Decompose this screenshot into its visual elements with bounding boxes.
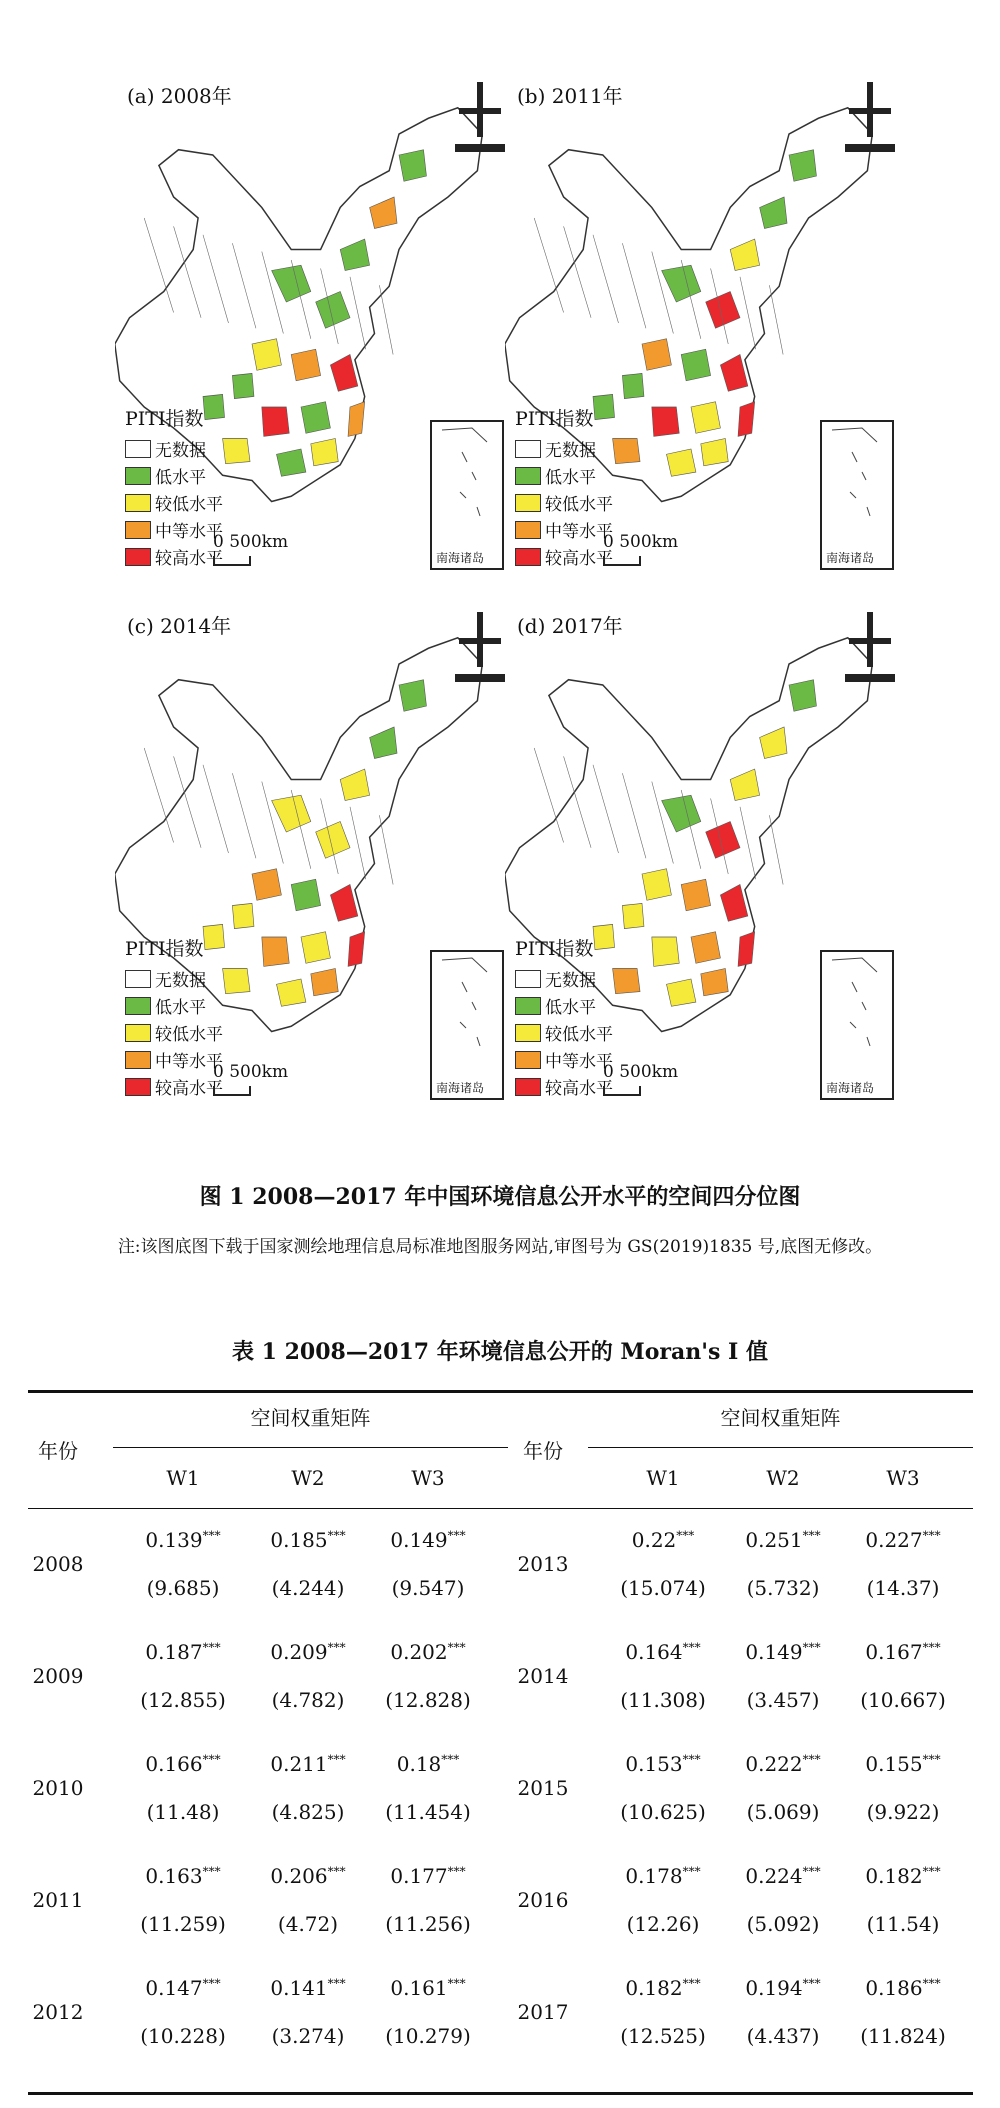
legend-swatch (515, 1078, 541, 1096)
south-china-sea-inset (820, 420, 894, 570)
column-header: W2 (291, 1466, 325, 1490)
z-statistic: (5.732) (746, 1576, 820, 1600)
legend-item (515, 462, 613, 489)
value-text: 0.153 (625, 1752, 683, 1776)
z-statistic: (15.074) (620, 1576, 706, 1600)
morans-i-value (613, 1640, 713, 1664)
value-text: 0.177 (390, 1864, 448, 1888)
significance-stars: *** (327, 1752, 346, 1767)
legend-label: 低水平 (155, 468, 206, 488)
city-region (301, 932, 330, 964)
header-group-rule-right (588, 1447, 973, 1448)
legend-label: 无数据 (155, 441, 206, 461)
value-text: 0.206 (270, 1864, 328, 1888)
table-caption: 表 1 2008—2017 年环境信息公开的 Moran's I 值 (231, 1339, 768, 1365)
city-region (291, 879, 320, 911)
z-statistic: (11.824) (860, 2024, 946, 2048)
city-region (223, 438, 250, 463)
city-region (232, 903, 254, 928)
legend-swatch (515, 1051, 541, 1069)
legend-swatch (125, 997, 151, 1015)
city-region (301, 402, 330, 433)
morans-i-value (133, 1976, 233, 2000)
scale-label: 0 500km (213, 1062, 289, 1082)
morans-i-value (133, 1864, 233, 1888)
morans-i-value (378, 1976, 478, 2000)
legend-item (515, 516, 613, 543)
panel-caption: (c) 2014年 (127, 614, 232, 638)
legend-label: 低水平 (545, 468, 596, 488)
city-region (311, 438, 338, 465)
year-label: 2016 (517, 1888, 569, 1912)
city-region (642, 339, 671, 371)
significance-stars: *** (802, 1752, 821, 1767)
morans-i-value (133, 1528, 233, 1552)
figure-note: 注:该图底图下载于国家测绘地理信息局标准地图服务网站,审图号为 GS(2019)1835 号,底图无修改。 (117, 1237, 883, 1257)
north-arrow-icon (455, 612, 505, 702)
morans-i-value (733, 1752, 833, 1776)
value-text: 0.209 (270, 1640, 328, 1664)
city-region (667, 449, 696, 476)
city-region (701, 438, 728, 465)
scale-label: 0 500km (603, 532, 679, 552)
significance-stars: *** (327, 1976, 346, 1991)
z-statistic: (4.825) (271, 1800, 345, 1824)
map-legend (125, 404, 223, 570)
value-text: 0.182 (865, 1864, 923, 1888)
city-region (691, 932, 720, 964)
legend-label: 较低水平 (155, 1025, 223, 1045)
morans-i-value (378, 1752, 478, 1776)
legend-swatch (125, 1051, 151, 1069)
morans-i-value (133, 1752, 233, 1776)
z-statistic: (4.72) (277, 1912, 339, 1936)
legend-label: 较高水平 (155, 549, 223, 569)
scale-bar (603, 532, 678, 566)
legend-swatch (125, 1078, 151, 1096)
legend-swatch (515, 467, 541, 485)
scale-line (213, 1086, 251, 1096)
legend-swatch (125, 440, 151, 458)
south-china-sea-inset (430, 950, 504, 1100)
city-region (681, 349, 710, 381)
value-text: 0.178 (625, 1864, 683, 1888)
z-statistic: (10.625) (620, 1800, 706, 1824)
z-statistic: (10.279) (385, 2024, 471, 2048)
legend-item (515, 1046, 613, 1073)
value-text: 0.227 (865, 1528, 923, 1552)
legend-swatch (515, 521, 541, 539)
value-text: 0.163 (145, 1864, 203, 1888)
z-statistic: (4.437) (746, 2024, 820, 2048)
legend-item (125, 992, 223, 1019)
scale-label: 0 500km (213, 532, 289, 552)
city-region (277, 979, 306, 1006)
city-region (642, 869, 671, 901)
inset-label: 南海诸岛 (826, 1081, 875, 1095)
year-label: 2009 (32, 1664, 84, 1688)
city-region (252, 869, 281, 901)
scale-bar (603, 1062, 678, 1096)
city-region (252, 339, 281, 371)
morans-i-value (258, 1528, 358, 1552)
legend-item (515, 489, 613, 516)
boundary-line (379, 285, 393, 354)
legend-label: 较低水平 (545, 495, 613, 515)
value-text: 0.164 (625, 1640, 683, 1664)
z-statistic: (4.244) (271, 1576, 345, 1600)
significance-stars: *** (447, 1976, 466, 1991)
city-region (681, 879, 710, 911)
city-region (613, 969, 640, 994)
morans-i-value (378, 1864, 478, 1888)
z-statistic: (3.274) (271, 2024, 345, 2048)
significance-stars: *** (327, 1640, 346, 1655)
morans-i-value (853, 1864, 953, 1888)
morans-i-value (133, 1640, 233, 1664)
value-text: 0.185 (270, 1528, 328, 1552)
year-label: 2013 (517, 1552, 569, 1576)
z-statistic: (9.547) (391, 1576, 465, 1600)
south-china-sea-inset (430, 420, 504, 570)
panel-caption: (d) 2017年 (517, 614, 623, 638)
significance-stars: *** (682, 1752, 701, 1767)
z-statistic: (12.828) (385, 1688, 471, 1712)
city-region (262, 407, 289, 436)
legend-swatch (515, 970, 541, 988)
z-statistic: (10.228) (140, 2024, 226, 2048)
z-statistic: (10.667) (860, 1688, 946, 1712)
legend-item (125, 516, 223, 543)
header-group-rule-left (113, 1447, 508, 1448)
z-statistic: (5.092) (746, 1912, 820, 1936)
scale-line (603, 1086, 641, 1096)
significance-stars: *** (922, 1864, 941, 1879)
z-statistic: (11.259) (140, 1912, 226, 1936)
boundary-line (379, 815, 393, 884)
morans-i-value (258, 1976, 358, 2000)
significance-stars: *** (802, 1528, 821, 1543)
city-region (262, 937, 289, 966)
city-region (232, 373, 254, 398)
legend-label: 中等水平 (545, 1052, 613, 1072)
legend-swatch (515, 494, 541, 512)
scale-line (213, 556, 251, 566)
legend-swatch (515, 440, 541, 458)
legend-swatch (125, 494, 151, 512)
city-region (622, 903, 644, 928)
legend-swatch (125, 970, 151, 988)
city-region (691, 402, 720, 433)
city-region (789, 680, 816, 712)
scale-bar (213, 1062, 288, 1096)
legend-label: 中等水平 (155, 1052, 223, 1072)
legend-label: 无数据 (545, 441, 596, 461)
significance-stars: *** (922, 1976, 941, 1991)
city-region (399, 150, 426, 182)
header-bottom-rule (28, 1508, 973, 1509)
legend-title: PITI指数 (125, 938, 204, 960)
scale-bar (213, 532, 288, 566)
figure-caption: 图 1 2008—2017 年中国环境信息公开水平的空间四分位图 (199, 1184, 801, 1210)
z-statistic: (11.48) (146, 1800, 220, 1824)
morans-i-value (258, 1864, 358, 1888)
morans-i-value (258, 1752, 358, 1776)
legend-item (125, 1073, 223, 1100)
z-statistic: (11.454) (385, 1800, 471, 1824)
city-region (348, 932, 365, 967)
city-region (789, 150, 816, 182)
significance-stars: *** (327, 1528, 346, 1543)
morans-i-value (733, 1864, 833, 1888)
morans-i-value (378, 1528, 478, 1552)
map-panel (505, 592, 895, 1122)
significance-stars: *** (682, 1976, 701, 1991)
morans-i-value (853, 1752, 953, 1776)
legend-swatch (125, 548, 151, 566)
map-legend (515, 934, 613, 1100)
value-text: 0.147 (145, 1976, 203, 2000)
table-top-rule (28, 1390, 973, 1393)
year-label: 2012 (32, 2000, 84, 2024)
north-arrow-icon (845, 612, 895, 702)
scale-line (603, 556, 641, 566)
map-panel (115, 62, 505, 592)
significance-stars: *** (202, 1864, 221, 1879)
value-text: 0.222 (745, 1752, 803, 1776)
z-statistic: (11.308) (620, 1688, 706, 1712)
maps-figure (115, 62, 895, 1122)
year-label: 2011 (32, 1888, 84, 1912)
north-arrow-icon (845, 82, 895, 172)
value-text: 0.139 (145, 1528, 203, 1552)
inset-label: 南海诸岛 (436, 1081, 485, 1095)
morans-i-value (733, 1976, 833, 2000)
legend-swatch (125, 1024, 151, 1042)
significance-stars: *** (447, 1528, 466, 1543)
value-text: 0.18 (396, 1752, 442, 1776)
z-statistic: (12.855) (140, 1688, 226, 1712)
legend-label: 低水平 (155, 998, 206, 1018)
value-text: 0.194 (745, 1976, 803, 2000)
significance-stars: *** (202, 1752, 221, 1767)
z-statistic: (9.685) (146, 1576, 220, 1600)
legend-item (125, 435, 223, 462)
legend-title: PITI指数 (515, 408, 594, 430)
legend-item (125, 1019, 223, 1046)
significance-stars: *** (441, 1752, 460, 1767)
legend-label: 无数据 (545, 971, 596, 991)
z-statistic: (4.782) (271, 1688, 345, 1712)
significance-stars: *** (327, 1864, 346, 1879)
legend-item (515, 543, 613, 570)
significance-stars: *** (922, 1752, 941, 1767)
z-statistic: (11.54) (866, 1912, 940, 1936)
panel-caption: (b) 2011年 (517, 84, 623, 108)
city-region (738, 932, 755, 967)
legend-item (125, 543, 223, 570)
city-region (652, 937, 679, 966)
legend-title: PITI指数 (125, 408, 204, 430)
legend-label: 较高水平 (545, 1079, 613, 1099)
z-statistic: (12.26) (626, 1912, 700, 1936)
significance-stars: *** (682, 1640, 701, 1655)
morans-i-value (613, 1528, 713, 1552)
header-year-right: 年份 (523, 1439, 563, 1463)
value-text: 0.187 (145, 1640, 203, 1664)
city-region (667, 979, 696, 1006)
morans-i-value (733, 1528, 833, 1552)
z-statistic: (9.922) (866, 1800, 940, 1824)
city-region (348, 402, 365, 437)
morans-i-value (613, 1976, 713, 2000)
morans-i-value (378, 1640, 478, 1664)
year-label: 2015 (517, 1776, 569, 1800)
value-text: 0.149 (390, 1528, 448, 1552)
header-group-right: 空间权重矩阵 (720, 1406, 841, 1430)
value-text: 0.166 (145, 1752, 203, 1776)
legend-item (125, 965, 223, 992)
z-statistic: (5.069) (746, 1800, 820, 1824)
inset-label: 南海诸岛 (826, 551, 875, 565)
city-region (277, 449, 306, 476)
legend-item (125, 1046, 223, 1073)
value-text: 0.161 (390, 1976, 448, 2000)
year-label: 2014 (517, 1664, 569, 1688)
city-region (311, 969, 338, 996)
legend-swatch (515, 548, 541, 566)
header-year-left: 年份 (38, 1439, 78, 1463)
boundary-line (769, 815, 783, 884)
value-text: 0.202 (390, 1640, 448, 1664)
value-text: 0.251 (745, 1528, 803, 1552)
city-region (223, 969, 250, 994)
legend-item (125, 489, 223, 516)
city-region (622, 373, 644, 398)
significance-stars: *** (447, 1640, 466, 1655)
legend-label: 中等水平 (545, 522, 613, 542)
legend-label: 较低水平 (545, 1025, 613, 1045)
city-region (291, 349, 320, 381)
legend-item (515, 992, 613, 1019)
z-statistic: (14.37) (866, 1576, 940, 1600)
value-text: 0.211 (270, 1752, 328, 1776)
morans-i-value (853, 1640, 953, 1664)
significance-stars: *** (802, 1640, 821, 1655)
morans-i-value (613, 1864, 713, 1888)
legend-item (515, 965, 613, 992)
legend-label: 较低水平 (155, 495, 223, 515)
z-statistic: (11.256) (385, 1912, 471, 1936)
scale-label: 0 500km (603, 1062, 679, 1082)
significance-stars: *** (202, 1640, 221, 1655)
value-text: 0.141 (270, 1976, 328, 2000)
z-statistic: (12.525) (620, 2024, 706, 2048)
table-bottom-rule (28, 2092, 973, 2095)
legend-item (125, 462, 223, 489)
significance-stars: *** (922, 1640, 941, 1655)
column-header: W2 (766, 1466, 800, 1490)
map-legend (125, 934, 223, 1100)
city-region (399, 680, 426, 712)
inset-label: 南海诸岛 (436, 551, 485, 565)
value-text: 0.155 (865, 1752, 923, 1776)
legend-title: PITI指数 (515, 938, 594, 960)
legend-label: 较高水平 (545, 549, 613, 569)
significance-stars: *** (802, 1864, 821, 1879)
significance-stars: *** (202, 1976, 221, 1991)
legend-item (515, 1073, 613, 1100)
significance-stars: *** (682, 1864, 701, 1879)
year-label: 2017 (517, 2000, 569, 2024)
column-header: W3 (411, 1466, 445, 1490)
significance-stars: *** (676, 1528, 695, 1543)
south-china-sea-inset (820, 950, 894, 1100)
legend-label: 低水平 (545, 998, 596, 1018)
value-text: 0.182 (625, 1976, 683, 2000)
city-region (738, 402, 755, 437)
morans-i-value (853, 1976, 953, 2000)
z-statistic: (3.457) (746, 1688, 820, 1712)
column-header: W1 (166, 1466, 200, 1490)
north-arrow-icon (455, 82, 505, 172)
year-label: 2010 (32, 1776, 84, 1800)
legend-item (515, 1019, 613, 1046)
legend-label: 较高水平 (155, 1079, 223, 1099)
significance-stars: *** (922, 1528, 941, 1543)
city-region (613, 438, 640, 463)
morans-i-value (613, 1752, 713, 1776)
legend-swatch (515, 997, 541, 1015)
legend-label: 无数据 (155, 971, 206, 991)
column-header: W1 (646, 1466, 680, 1490)
map-legend (515, 404, 613, 570)
morans-i-value (258, 1640, 358, 1664)
value-text: 0.149 (745, 1640, 803, 1664)
city-region (701, 969, 728, 996)
boundary-line (769, 285, 783, 354)
column-header: W3 (886, 1466, 920, 1490)
panel-caption: (a) 2008年 (127, 84, 232, 108)
map-panel (505, 62, 895, 592)
city-region (652, 407, 679, 436)
value-text: 0.224 (745, 1864, 803, 1888)
value-text: 0.186 (865, 1976, 923, 2000)
significance-stars: *** (802, 1976, 821, 1991)
significance-stars: *** (202, 1528, 221, 1543)
legend-swatch (125, 521, 151, 539)
year-label: 2008 (32, 1552, 84, 1576)
legend-swatch (125, 467, 151, 485)
header-group-left: 空间权重矩阵 (250, 1406, 371, 1430)
value-text: 0.167 (865, 1640, 923, 1664)
value-text: 0.22 (631, 1528, 677, 1552)
legend-item (515, 435, 613, 462)
map-panel (115, 592, 505, 1122)
legend-label: 中等水平 (155, 522, 223, 542)
morans-i-value (853, 1528, 953, 1552)
morans-i-value (733, 1640, 833, 1664)
legend-swatch (515, 1024, 541, 1042)
significance-stars: *** (447, 1864, 466, 1879)
